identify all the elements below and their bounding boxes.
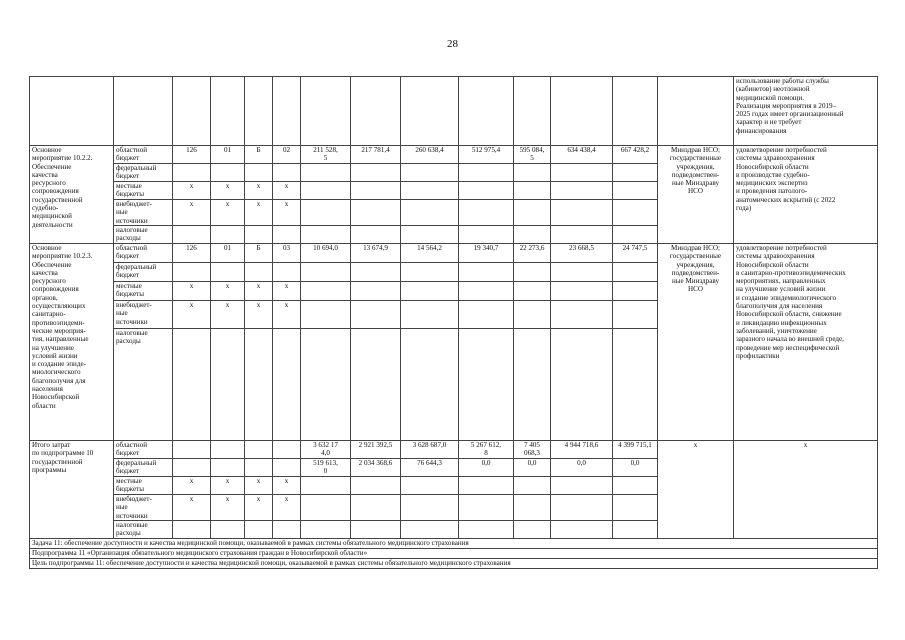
- table-row: [30, 539, 878, 549]
- table-row: налоговые расходы: [30, 521, 878, 539]
- table-row: [30, 77, 878, 146]
- table-row: Основное мероприятие 10.2.2. Обеспечение качества ресурсного сопровождения государственной судебно- медицинской деятельности областной бюджет 126 01 Б 02 211 528, 5 217 781,4 260 638,4 512 975,4 595 084, 5 634 438,4 667 428,2 Минздрав НСО; государственные учреждения, подведомствен- ные Минздраву НСО удовлетворение потребностей системы здравоохранения Новосибирской области в производстве судебно- медицинских экспертиз и проведения патолого- анатомических вскрытий (с 2022 года): [30, 146, 878, 164]
- table-row: федеральный бюджет: [30, 164, 878, 182]
- total-name: Итого затрат по подпрограмме 10 государственной программы: [30, 441, 114, 539]
- page-number: 28: [447, 38, 458, 50]
- table-row: Итого затрат по подпрограмме 10 государственной программы областной бюджет 3 632 17 4,0 2 921 392,5 3 628 687,0 5 267 612, 8 7 405 068,3 4 944 718,6 4 399 715,1 х х: [30, 441, 878, 459]
- subprogram-row: Подпрограмма 11 «Организация обязательного медицинского страхования граждан в Новосибирской области»: [30, 549, 878, 559]
- executor-cell: Минздрав НСО; государственные учреждения, подведомствен- ные Минздраву НСО: [658, 244, 734, 441]
- table-row: местные бюджеты х х х х: [30, 182, 878, 200]
- table-row: Основное мероприятие 10.2.3. Обеспечение качества ресурсного сопровождения органов, осуществляющих санитарно- противоэпидеми- ческие мероприя- тия, направленные на улучшение условий жизни и создание эпиде- миологического благополучия для населения Новосибирской области областной бюджет 126 01 Б 03 10 694,0 13 674,9 14 564,2 19 340,7 22 273,6 23 668,5 24 747,5 Минздрав НСО; государственные учреждения, подведомствен- ные Минздраву НСО удовлетворение потребностей системы здравоохранения Новосибирской области в санитарно-противоэпидемических мероприятиях, направленных на улучшение условий жизни и создание эпидемиологического благополучия для населения Новосибирской области, снижение и ликвидацию инфекционных заболеваний, уничтожение заразного начала во внешней среде, проведение мер неспецифической профилактики: [30, 244, 878, 263]
- table-row: налоговые расходы: [30, 226, 878, 244]
- result-cell: удовлетворение потребностей системы здравоохранения Новосибирской области в санитарно-противоэпидемических мероприятиях, направленных на улучшение условий жизни и создание эпидемиологического благополучия для населения Новосибирской области, снижение и ликвидацию инфекционных заболеваний, уничтожение заразного начала во внешней среде, проведение мер неспецифической профилактики: [734, 244, 878, 441]
- remark-cell: использование работы службы (кабинетов) неотложной медицинской помощи. Реализация мероприятия в 2019– 2025 годах имеет организационный характер и не требует финансирования: [734, 77, 878, 146]
- task-row: Задача 11: обеспечение доступности и качества медицинской помощи, оказываемой в рамках системы обязательного медицинского страхования: [30, 539, 878, 549]
- table-row: местные бюджеты х х х х: [30, 282, 878, 301]
- table-row: местные бюджеты х х х х: [30, 477, 878, 495]
- goal-row: Цель подпрограммы 11: обеспечение доступности и качества медицинской помощи, оказываемой в рамках системы обязательного медицинского страхования: [30, 559, 878, 569]
- table-row: федеральный бюджет: [30, 263, 878, 282]
- measure-name: Основное мероприятие 10.2.2. Обеспечение качества ресурсного сопровождения государственной судебно- медицинской деятельности: [30, 146, 114, 244]
- program-table: [29, 76, 878, 569]
- result-cell: удовлетворение потребностей системы здравоохранения Новосибирской области в производстве судебно- медицинских экспертиз и проведения патолого- анатомических вскрытий (с 2022 года): [734, 146, 878, 244]
- table-row: [30, 549, 878, 559]
- table-row: федеральный бюджет 519 613, 0 2 034 368,6 76 644,3 0,0 0,0 0,0 0,0: [30, 459, 878, 477]
- measure-name: Основное мероприятие 10.2.3. Обеспечение качества ресурсного сопровождения органов, осуществляющих санитарно- противоэпидеми- ческие мероприя- тия, направленные на улучшение условий жизни и создание эпиде- миологического благополучия для населения Новосибирской области: [30, 244, 114, 441]
- table-row: налоговые расходы: [30, 328, 878, 440]
- table-row: внебюджет- ные источники х х х х: [30, 495, 878, 521]
- source-label: областной бюджет: [114, 146, 173, 164]
- result-cell: х: [734, 441, 878, 539]
- table-row: внебюджет- ные источники х х х х: [30, 200, 878, 226]
- table-row: внебюджет- ные источники х х х х: [30, 301, 878, 329]
- executor-cell: х: [658, 441, 734, 539]
- table-row: [30, 559, 878, 569]
- executor-cell: Минздрав НСО; государственные учреждения, подведомствен- ные Минздраву НСО: [658, 146, 734, 244]
